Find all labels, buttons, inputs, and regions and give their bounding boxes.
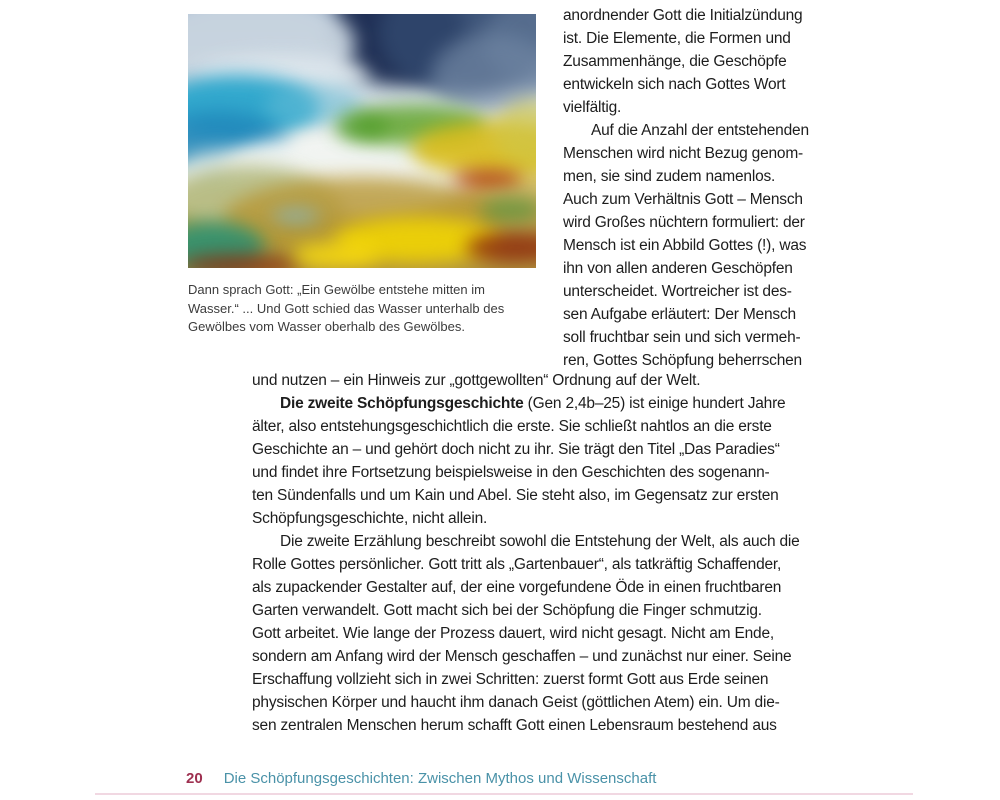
paint-blob xyxy=(480,197,536,222)
text-line: physischen Körper und haucht ihm danach Geist (göttlichen Atem) ein. Um die- xyxy=(252,694,780,711)
text-line: Wasser.“ ... Und Gott schied das Wasser unterhalb des xyxy=(188,300,505,316)
text-line: wird Großes nüchtern formuliert: der xyxy=(563,214,805,231)
image-caption xyxy=(188,281,548,337)
text-line: sondern am Anfang wird der Mensch geschaffen – und zunächst nur einer. Seine xyxy=(252,648,792,665)
page-number: 20 xyxy=(186,770,203,787)
paint-blob xyxy=(188,255,303,268)
text-line: soll fruchtbar sein und sich vermeh- xyxy=(563,329,801,346)
text-line: und nutzen – ein Hinweis zur „gottgewollten“ Ordnung auf der Welt. xyxy=(252,372,701,389)
body-text-full-width xyxy=(252,369,852,737)
text-line: Garten verwandelt. Gott macht sich bei der Schöpfung die Finger schmutzig. xyxy=(252,602,762,619)
text-line: ihn von allen anderen Geschöpfen xyxy=(563,260,793,277)
text-line: älter, also entstehungsgeschichtlich die erste. Sie schließt nahtlos an die erste xyxy=(252,418,772,435)
text-line: entwickeln sich nach Gottes Wort xyxy=(563,76,786,93)
paint-blob xyxy=(432,34,536,110)
paint-blob xyxy=(334,113,390,141)
text-line: ist. Die Elemente, die Formen und xyxy=(563,30,791,47)
paint-blob xyxy=(466,232,536,262)
text-line: Die zweite Schöpfungsgeschichte (Gen 2,4b–25) ist einige hundert Jahre xyxy=(280,395,786,412)
text-line: men, sie sind zudem namenlos. xyxy=(563,168,776,185)
text-line: vielfältig. xyxy=(563,99,622,116)
watercolor-illustration xyxy=(188,14,536,268)
page-footer xyxy=(186,769,656,789)
text-line: Menschen wird nicht Bezug genom- xyxy=(563,145,804,162)
text-line: anordnender Gott die Initialzündung xyxy=(563,7,803,24)
text-line: Gewölbes vom Wasser oberhalb des Gewölbes. xyxy=(188,319,465,334)
paint-blob xyxy=(452,171,522,186)
text-line: unterscheidet. Wortreicher ist des- xyxy=(563,283,792,300)
text-line: sen zentralen Menschen herum schafft Gott einen Lebensraum bestehend aus xyxy=(252,717,777,734)
text-line: sen Aufgabe erläutert: Der Mensch xyxy=(563,306,796,323)
text-line: Erschaffung vollzieht sich in zwei Schritten: zuerst formt Gott aus Erde seinen xyxy=(252,671,769,688)
text-line: Zusammenhänge, die Geschöpfe xyxy=(563,53,787,70)
text-line: Auf die Anzahl der entstehenden xyxy=(591,122,809,139)
body-text-column xyxy=(563,4,843,372)
text-line: Dann sprach Gott: „Ein Gewölbe entstehe mitten im xyxy=(188,282,485,297)
text-line: Mensch ist ein Abbild Gottes (!), was xyxy=(563,237,807,254)
text-line: Die zweite Erzählung beschreibt sowohl die Entstehung der Welt, als auch die xyxy=(280,533,800,550)
text-line: Gott arbeitet. Wie lange der Prozess dauert, wird nicht gesagt. Nicht am Ende, xyxy=(252,625,774,642)
text-line: als zupackender Gestalter auf, der eine vorgefundene Öde in einen fruchtbaren xyxy=(252,579,782,596)
text-line: Auch zum Verhältnis Gott – Mensch xyxy=(563,191,803,208)
text-line: Schöpfungsgeschichte, nicht allein. xyxy=(252,510,488,527)
chapter-title: Die Schöpfungsgeschichten: Zwischen Mythos und Wissenschaft xyxy=(223,770,657,787)
text-line: und findet ihre Fortsetzung beispielsweise in den Geschichten des sogenann- xyxy=(252,464,770,481)
text-line: ren, Gottes Schöpfung beherrschen xyxy=(563,352,802,369)
text-line: ten Sündenfalls und um Kain und Abel. Sie steht also, im Gegensatz zur ersten xyxy=(252,487,779,504)
footer-rule xyxy=(95,793,913,795)
text-line: Geschichte an – und gehört doch nicht zu ihr. Sie trägt den Titel „Das Paradies“ xyxy=(252,441,780,458)
paint-blob xyxy=(292,243,379,268)
text-line: Rolle Gottes persönlicher. Gott tritt als „Gartenbauer“, als tatkräftig Schaffender, xyxy=(252,556,782,573)
